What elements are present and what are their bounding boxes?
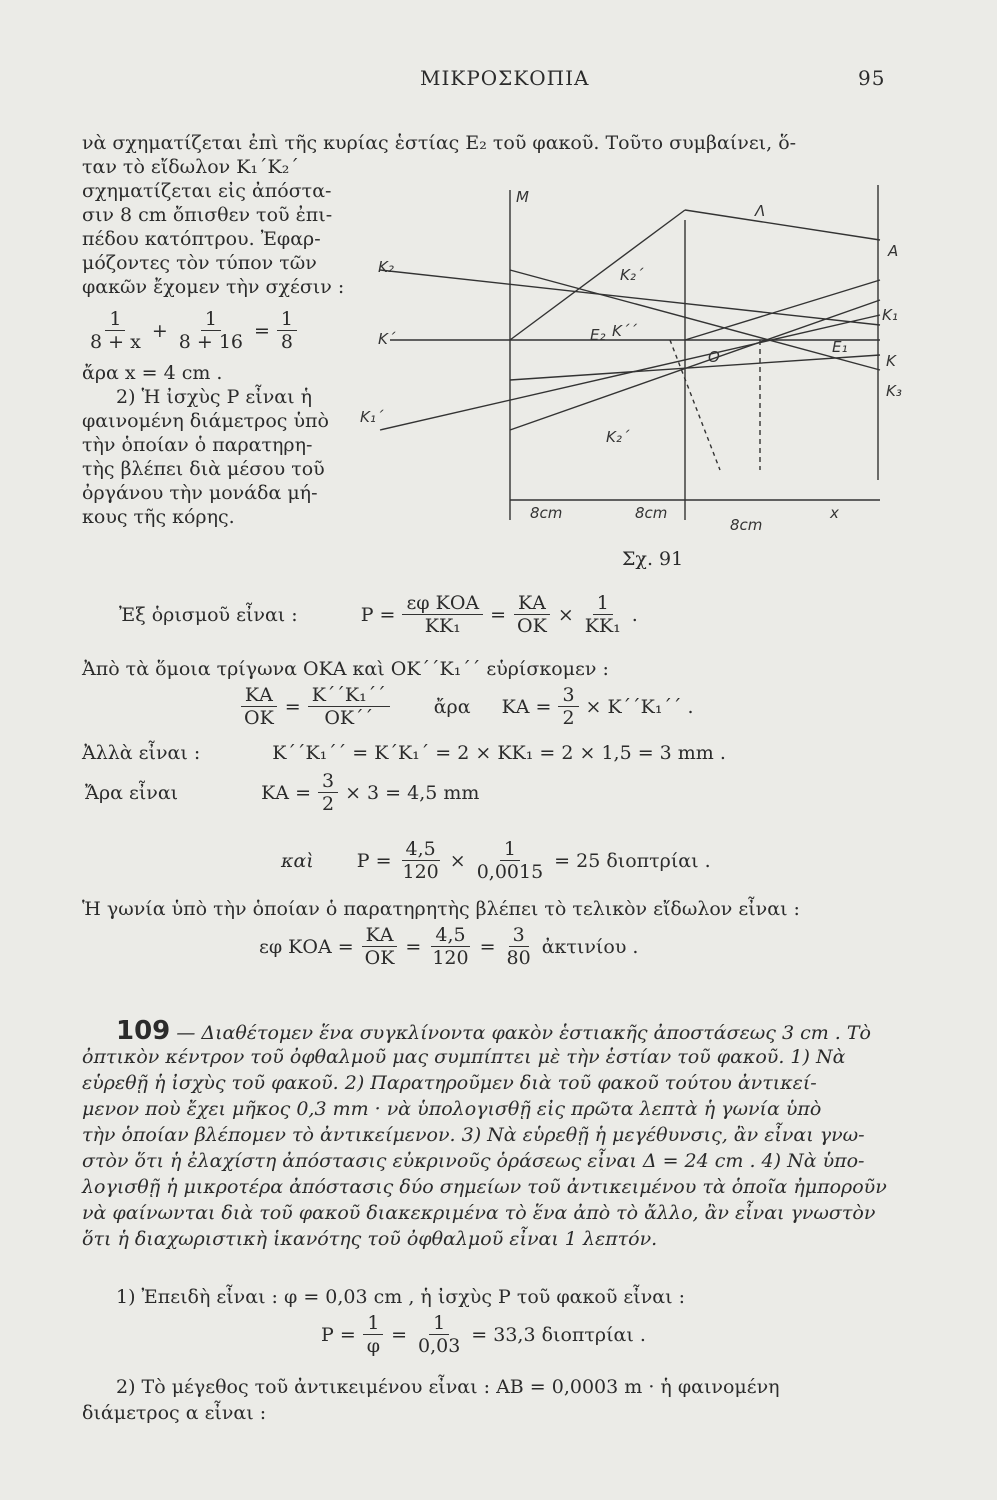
problem-line: ὅτι ἡ διαχωριστικὴ ἱκανότης τοῦ ὀφθαλμοῦ εἶναι 1 λεπτόν. — [82, 1228, 658, 1250]
text-line: τὴς βλέπει διὰ μέσου τοῦ — [82, 458, 325, 480]
fig-label: Ε₁ — [832, 338, 848, 356]
text-line: φακῶν ἔχομεν τὴν σχέσιν : — [82, 276, 345, 298]
figure-caption: Σχ. 91 — [622, 548, 684, 570]
power-result: καὶ Ρ = $\frac{4,5}{120}$ × $\frac{1}{0,0015}$ = 25 διοπτρίαι . — [281, 838, 711, 883]
solution-line: 1) Ἐπειδὴ εἶναι : φ = 0,03 cm , ἡ ἰσχὺς Ρ τοῦ φακοῦ εἶναι : — [116, 1286, 685, 1308]
text-line: 2) Ἡ ἰσχὺς Ρ εἶναι ἡ — [116, 386, 312, 408]
page-number: 95 — [858, 66, 886, 90]
text-line: σιν 8 cm ὄπισθεν τοῦ ἐπι- — [82, 204, 333, 226]
optics-diagram — [340, 180, 900, 540]
fig-label: Λ — [755, 202, 766, 220]
fig-label: Κ₁΄ — [360, 408, 384, 426]
fig-label: Κ₃ — [886, 382, 902, 400]
fig-label: Α — [888, 242, 899, 260]
problem-line: 109 — Διαθέτομεν ἕνα συγκλίνοντα φακὸν ἑστιακῆς ἀποστάσεως 3 cm . Τὸ — [116, 1016, 871, 1046]
solution-line: 2) Τὸ μέγεθος τοῦ ἀντικειμένου εἶναι : ΑΒ = 0,0003 m · ἡ φαινομένη — [116, 1376, 780, 1398]
ratio-equation: $\frac{KA}{OK}$ = $\frac{\text{Κ΄΄Κ₁΄΄}}{OK΄΄}$ ἄρα ΚΑ = $\frac{3}{2}$ × Κ΄΄Κ₁΄΄ . — [236, 684, 697, 729]
problem-line: τὴν ὁποίαν βλέπομεν τὸ ἀντικείμενον. 3) Νὰ εὑρεθῇ ἡ μεγέθυνσις, ἂν εἶναι γνω- — [82, 1124, 865, 1146]
running-header: ΜΙΚΡΟΣΚΟΠΙΑ — [420, 66, 590, 90]
fig-label: Κ₂΄ — [606, 428, 630, 446]
text-line: ταν τὸ εἴδωλον Κ₁΄Κ₂΄ — [82, 156, 299, 178]
problem-number: 109 — [116, 1016, 171, 1046]
text-line: νὰ σχηματίζεται ἐπὶ τῆς κυρίας ἑστίας Ε₂ τοῦ φακοῦ. Τοῦτο συμβαίνει, ὅ- — [82, 132, 797, 154]
alla-line: Ἀλλὰ εἶναι : Κ΄΄Κ₁΄΄ = Κ΄Κ₁΄ = 2 × ΚΚ₁ = 2 × 1,5 = 3 mm . — [82, 742, 726, 764]
text-line: κους τῆς κόρης. — [82, 506, 235, 528]
text-line: Ἀπὸ τὰ ὅμοια τρίγωνα ΟΚΑ καὶ ΟΚ΄΄Κ₁΄΄ εὑρίσκομεν : — [82, 658, 609, 680]
fig-label: Ε₂ — [590, 326, 606, 344]
solution-line: διάμετρος α εἶναι : — [82, 1402, 267, 1424]
text-line: Ἡ γωνία ὑπὸ τὴν ὁποίαν ὁ παρατηρητὴς βλέπει τὸ τελικὸν εἴδωλον εἶναι : — [82, 898, 800, 920]
fig-label: Κ΄΄ — [612, 322, 637, 340]
fig-label: Κ — [886, 352, 896, 370]
fig-label: Κ΄ — [378, 330, 396, 348]
angle-equation: εφ ΚΟΑ = $\frac{KA}{OK}$ = $\frac{4,5}{120}$ = $\frac{3}{80}$ ἀκτινίου . — [259, 924, 639, 969]
fig-label: Κ₁ — [882, 306, 898, 324]
problem-line: μενον ποὺ ἔχει μῆκος 0,3 mm · νὰ ὑπολογισθῇ εἰς πρῶτα λεπτὰ ἡ γωνία ὑπὸ — [82, 1098, 822, 1120]
text-line: φαινομένη διάμετρος ὑπὸ — [82, 410, 329, 432]
fig-label: Μ — [516, 188, 529, 206]
text-line: πέδου κατόπτρου. Ἐφαρ- — [82, 228, 321, 250]
problem-line: εὑρεθῇ ἡ ἰσχὺς τοῦ φακοῦ. 2) Παρατηροῦμεν διὰ τοῦ φακοῦ τούτου ἀντικεί- — [82, 1072, 817, 1094]
fig-label: x — [830, 504, 839, 522]
problem-line: λογισθῇ ἡ μικροτέρα ἀπόστασις δύο σημείων τοῦ ἀντικειμένου τὰ ὁποῖα ἠμποροῦν — [82, 1176, 887, 1198]
text-line: ὀργάνου τὴν μονάδα μή- — [82, 482, 318, 504]
result-x: ἄρα x = 4 cm . — [82, 362, 223, 384]
fig-label: 8cm — [730, 516, 763, 534]
fig-label: Κ₂ — [378, 258, 394, 276]
problem-line: ὀπτικὸν κέντρον τοῦ ὀφθαλμοῦ μας συμπίπτει μὲ τὴν ἑστίαν τοῦ φακοῦ. 1) Νὰ — [82, 1046, 846, 1068]
fig-label: 8cm — [530, 504, 563, 522]
fig-label: Ο — [708, 348, 720, 366]
power-definition: Ἐξ ὁρισμοῦ εἶναι : Ρ = $\frac{\text{εφ ΚΟΑ}}{\text{ΚΚ₁}}$ = $\frac{KA}{OK}$ × $\frac{1}{\text{ΚΚ₁}}$ . — [119, 592, 638, 637]
text-line: σχηματίζεται εἰς ἀπόστα- — [82, 180, 332, 202]
ka-equation: Ἄρα εἶναι ΚΑ = $\frac{3}{2}$ × 3 = 4,5 mm — [85, 770, 480, 815]
fig-label: 8cm — [635, 504, 668, 522]
lens-power-equation: Ρ = $\frac{1}{\varphi}$ = $\frac{1}{0,03}$ = 33,3 διοπτρίαι . — [321, 1312, 646, 1357]
problem-line: νὰ φαίνωνται διὰ τοῦ φακοῦ διακεκριμένα τὸ ἕνα ἀπὸ τὸ ἄλλο, ἂν εἶναι γνωστὸν — [82, 1202, 876, 1224]
problem-line: στὸν ὅτι ἡ ἐλαχίστη ἀπόστασις εὐκρινοῦς ὁράσεως εἶναι Δ = 24 cm . 4) Νὰ ὑπο- — [82, 1150, 865, 1172]
text-line: μόζοντες τὸν τύπον τῶν — [82, 252, 317, 274]
lens-equation: $\frac{1}{8 + x}$ + $\frac{1}{8 + 16}$ = $\frac{1}{8}$ — [82, 308, 301, 353]
text-line: τὴν ὁποίαν ὁ παρατηρη- — [82, 434, 313, 456]
fig-label: Κ₂΄ — [620, 266, 644, 284]
